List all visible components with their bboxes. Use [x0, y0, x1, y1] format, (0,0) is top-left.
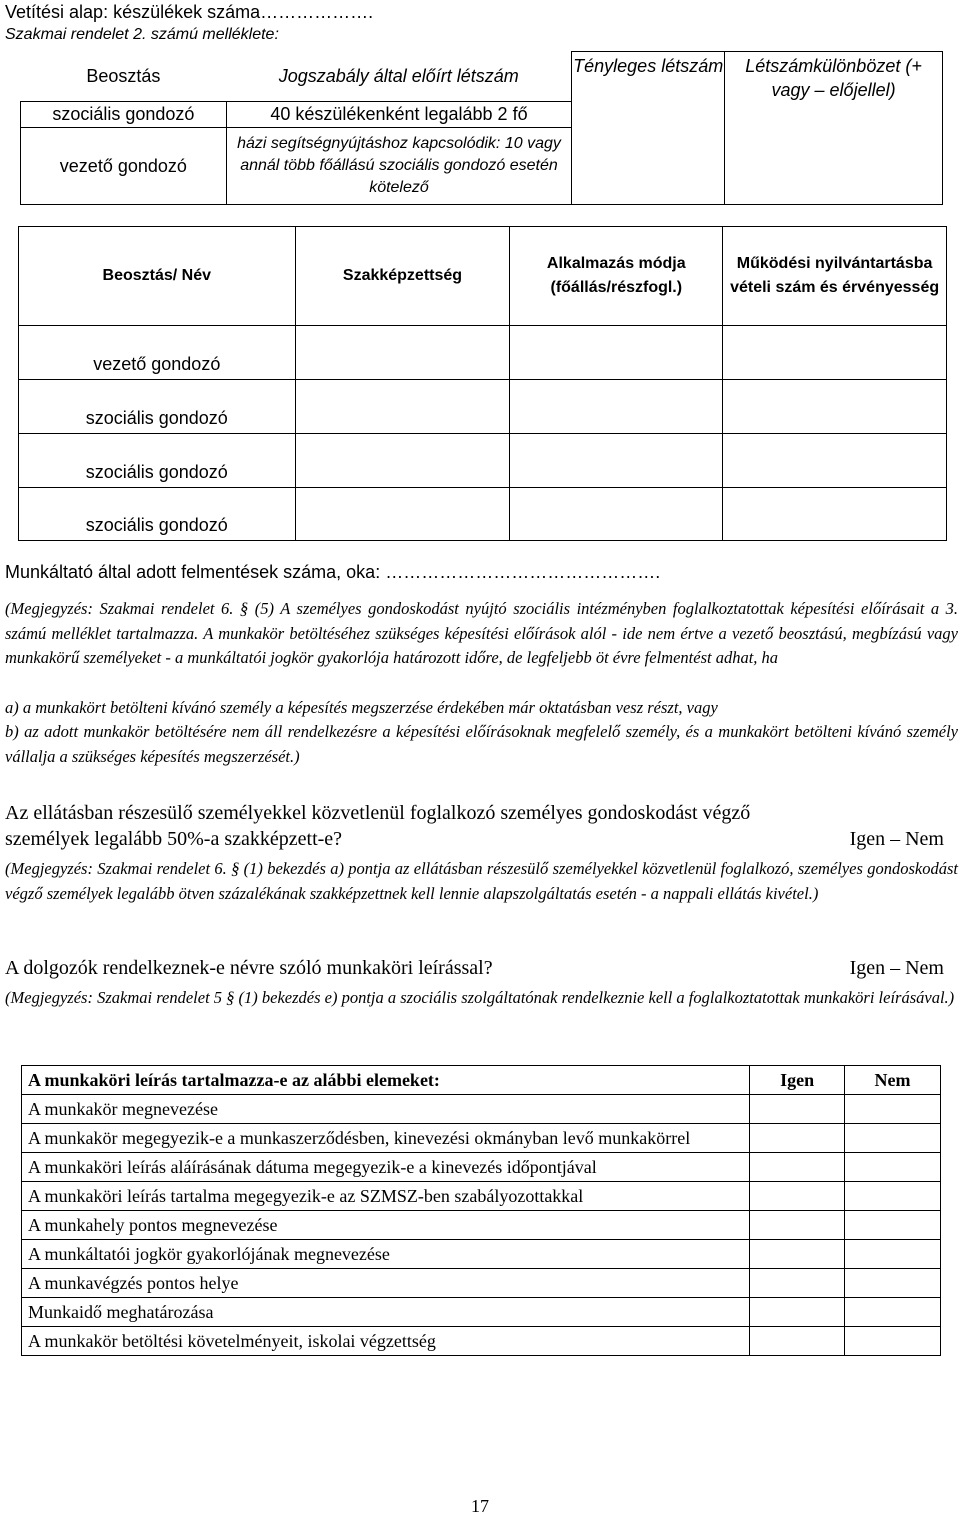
- question2-answer[interactable]: Igen – Nem: [849, 957, 944, 979]
- question1-answer[interactable]: Igen – Nem: [849, 828, 944, 850]
- nem-cell[interactable]: [845, 1124, 941, 1153]
- letszam-table: [20, 51, 943, 205]
- table3-row: A munkaköri leírás tartalma megegyezik-e az SZMSZ-ben szabályozottakkal: [22, 1182, 750, 1211]
- vetitesi-alap: Vetítési alap: készülékek száma……………….: [5, 2, 374, 22]
- question1-note: (Megjegyzés: Szakmai rendelet 6. § (1) bekezdés a) pontja az ellátásban részesülő személyekkel közvetlenül foglalkozó, személyes gondoskodást végző személyek legalább ötven százalékának szakképzettnek kell lennie alapszolgáltatás esetén - a nappali ellátás kivétel.): [5, 859, 958, 903]
- th-beosztas: Beosztás: [21, 52, 227, 102]
- page-number: 17: [471, 1496, 489, 1516]
- staff-row-2: szociális gondozó: [19, 380, 296, 434]
- igen-cell[interactable]: [750, 1211, 845, 1240]
- th-jogszabaly: Jogszabály által előírt létszám: [226, 52, 572, 102]
- table3-row: Munkaidő meghatározása: [22, 1298, 750, 1327]
- th-szakkepzettseg: Szakképzettség: [295, 227, 510, 326]
- th-alkalmazas: Alkalmazás módja (főállás/részfogl.): [510, 227, 723, 326]
- felmentes-item-a: a) a munkakört betölteni kívánó személy a képesítés megszerzése érdekében már oktatásban vesz részt, vagy: [5, 698, 718, 717]
- table3-row: A munkakör megegyezik-e a munkaszerződésben, kinevezési okmányban levő munkakörrel: [22, 1124, 750, 1153]
- table3-header: A munkaköri leírás tartalmazza-e az alábbi elemeket:: [22, 1066, 750, 1095]
- table3-row: A munkáltatói jogkör gyakorlójának megnevezése: [22, 1240, 750, 1269]
- table3-row: A munkakör betöltési követelményeit, iskolai végzettség: [22, 1327, 750, 1356]
- nem-cell[interactable]: [845, 1153, 941, 1182]
- igen-cell[interactable]: [750, 1182, 845, 1211]
- th-beosztas-nev: Beosztás/ Név: [19, 227, 296, 326]
- question2-text: A dolgozók rendelkeznek-e névre szóló munkaköri leírással?: [5, 957, 493, 979]
- felmentes-note: (Megjegyzés: Szakmai rendelet 6. § (5) A személyes gondoskodást nyújtó szociális intézményben foglalkoztatottak képesítési előírásait a 3. számú melléklet tartalmazza. A munkakör betöltéséhez szükséges képesítési előírások alól - ide nem értve a vezető beosztású, megbízású vagy munkakörű személyeket - a munkáltatói jogkör gyakorlója határozott időre, de legfeljebb öt évre felmentést adhat, ha: [5, 599, 958, 667]
- nem-cell[interactable]: [845, 1298, 941, 1327]
- row-vezeto-gondozo: vezető gondozó: [21, 128, 227, 205]
- staff-row-4: szociális gondozó: [19, 488, 296, 541]
- col-igen: Igen: [750, 1066, 845, 1095]
- igen-cell[interactable]: [750, 1240, 845, 1269]
- nem-cell[interactable]: [845, 1240, 941, 1269]
- row-szocialis-letszam: 40 készülékenként legalább 2 fő: [226, 102, 572, 128]
- row-vezeto-letszam: házi segítségnyújtáshoz kapcsolódik: 10 vagy annál több főállású szociális gondozó esetén kötelező: [226, 128, 572, 205]
- munkakori-leiras-table: [21, 1065, 941, 1356]
- th-tenyleges: Tényleges létszám: [572, 52, 725, 205]
- igen-cell[interactable]: [750, 1095, 845, 1124]
- felmentes-item-b: b) az adott munkakör betöltésére nem áll rendelkezésre a képesítési előírásoknak megfelelő személy, és a munkakört betölteni kívánó személy vállalja a szükséges képesítés megszerzését.): [5, 722, 958, 766]
- question1-line2: személyek legalább 50%-a szakképzett-e?: [5, 828, 343, 850]
- melleklet-title: Szakmai rendelet 2. számú melléklete:: [5, 26, 279, 43]
- igen-cell[interactable]: [750, 1153, 845, 1182]
- felmentesek-line: Munkáltató által adott felmentések száma, oka: ……………………………………….: [5, 562, 661, 582]
- th-kulonbozet: Létszámkülönbözet (+ vagy – előjellel): [725, 52, 943, 205]
- igen-cell[interactable]: [750, 1124, 845, 1153]
- table3-row: A munkakör megnevezése: [22, 1095, 750, 1124]
- igen-cell[interactable]: [750, 1327, 845, 1356]
- question2-note: (Megjegyzés: Szakmai rendelet 5 § (1) bekezdés e) pontja a szociális szolgáltatónak rendelkeznie kell a foglalkoztatottak munkaköri leírásával.): [5, 988, 955, 1007]
- nem-cell[interactable]: [845, 1211, 941, 1240]
- staff-row-1: vezető gondozó: [19, 326, 296, 380]
- igen-cell[interactable]: [750, 1269, 845, 1298]
- igen-cell[interactable]: [750, 1298, 845, 1327]
- question1-line1: Az ellátásban részesülő személyekkel közvetlenül foglalkozó személyes gondoskodást végző: [5, 802, 751, 824]
- nem-cell[interactable]: [845, 1182, 941, 1211]
- szemelyzet-table: [18, 226, 947, 541]
- nem-cell[interactable]: [845, 1327, 941, 1356]
- nem-cell[interactable]: [845, 1269, 941, 1298]
- table3-row: A munkavégzés pontos helye: [22, 1269, 750, 1298]
- row-szocialis-gondozo: szociális gondozó: [21, 102, 227, 128]
- table3-row: A munkaköri leírás aláírásának dátuma megegyezik-e a kinevezés időpontjával: [22, 1153, 750, 1182]
- th-mukodesi: Működési nyilvántartásba vételi szám és érvényesség: [723, 227, 947, 326]
- col-nem: Nem: [845, 1066, 941, 1095]
- nem-cell[interactable]: [845, 1095, 941, 1124]
- table3-row: A munkahely pontos megnevezése: [22, 1211, 750, 1240]
- staff-row-3: szociális gondozó: [19, 434, 296, 488]
